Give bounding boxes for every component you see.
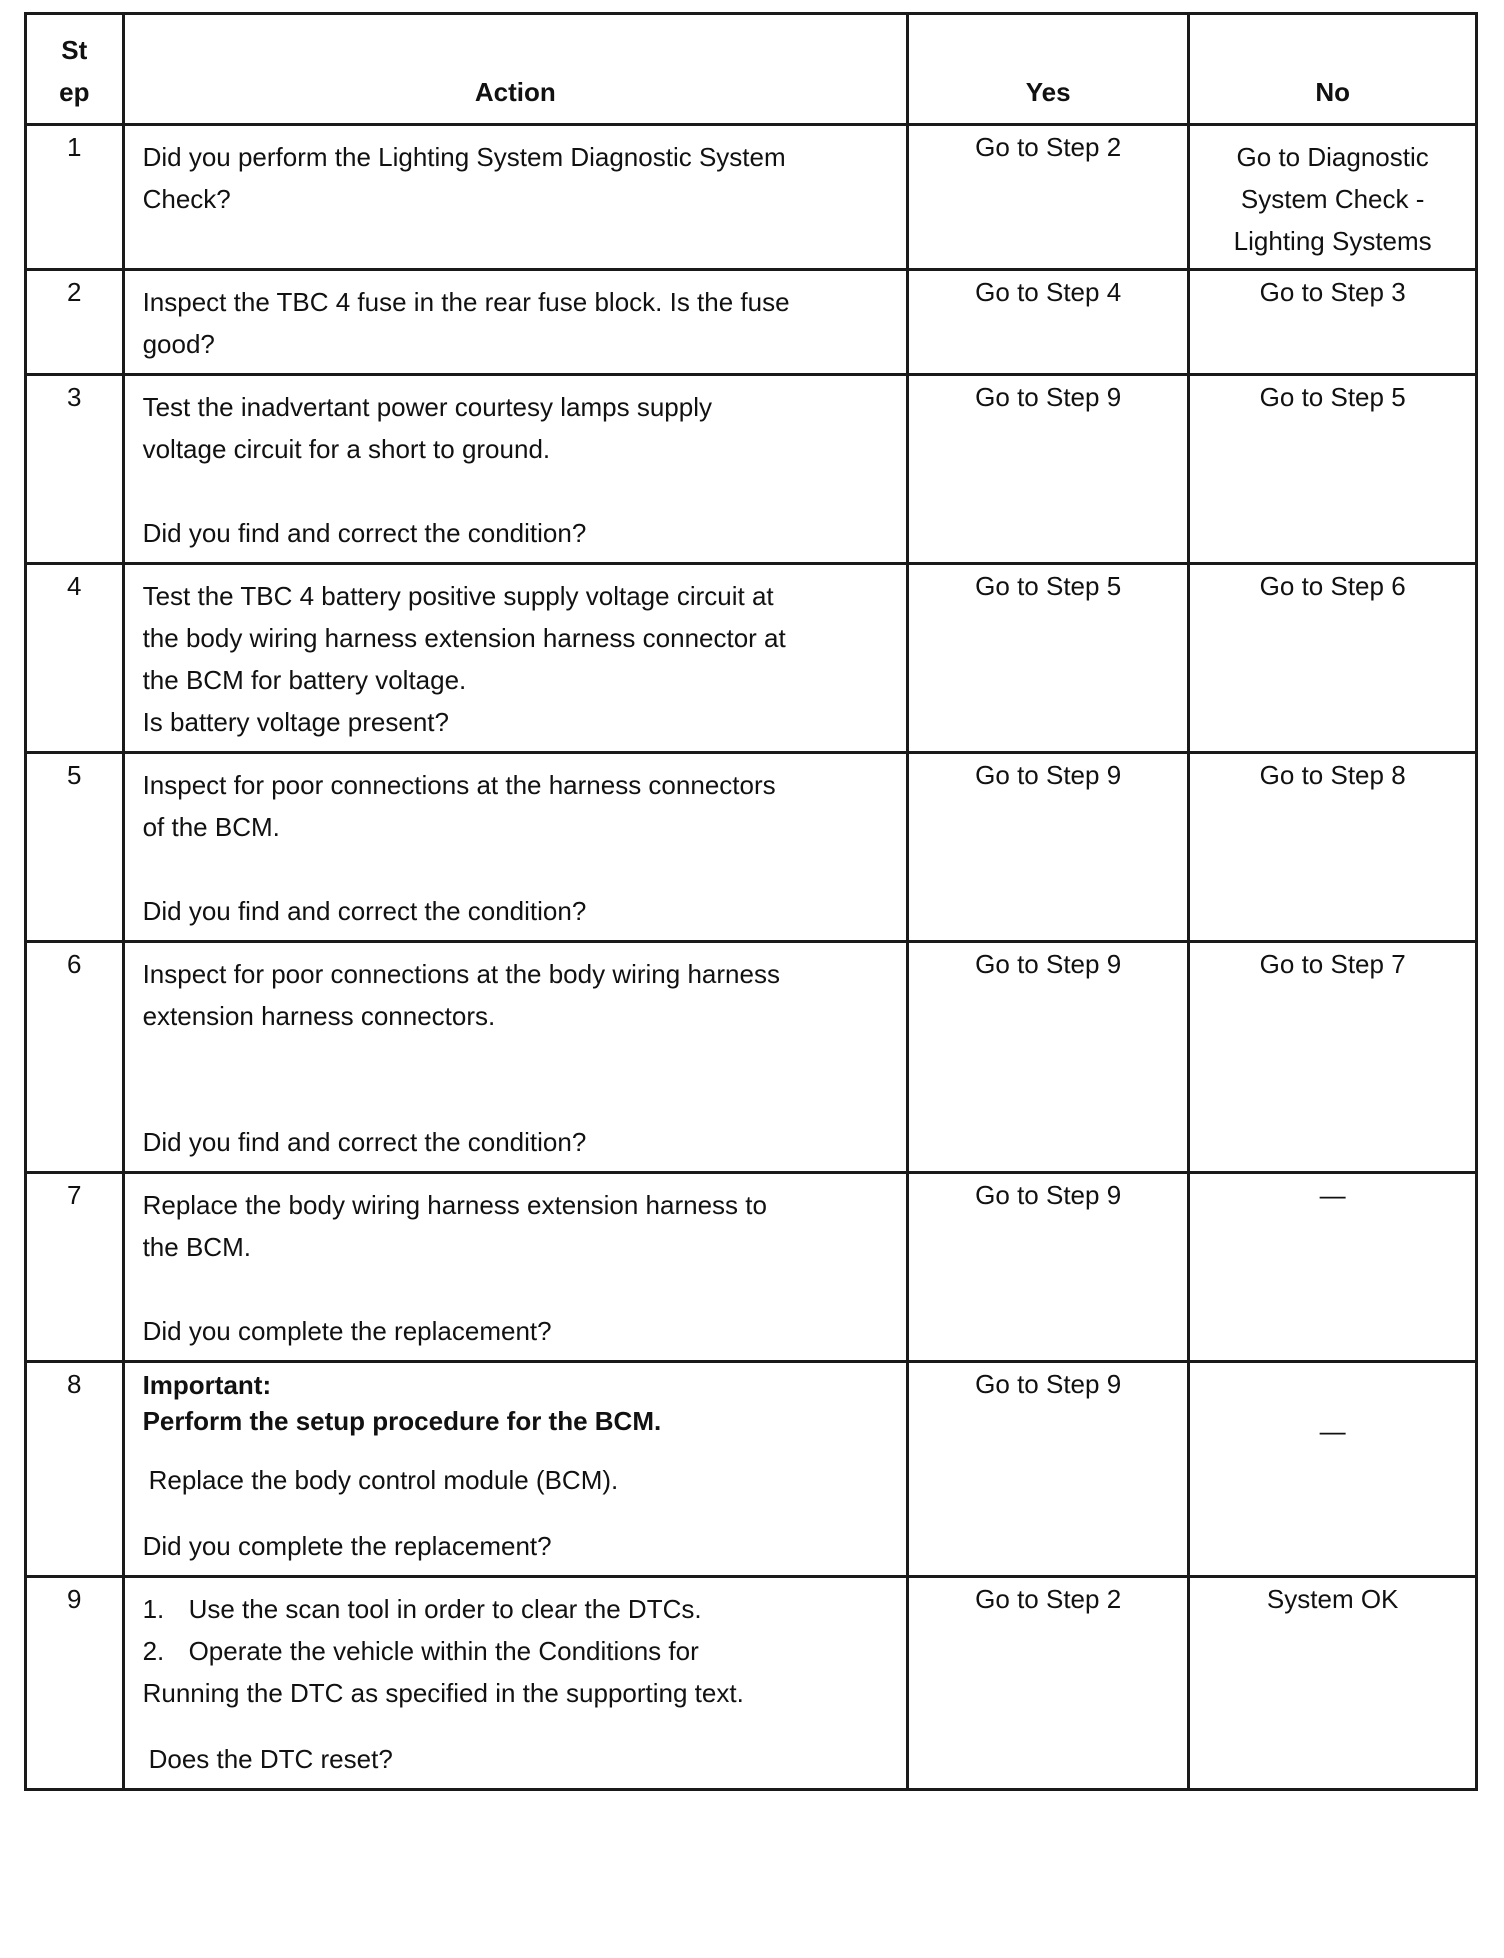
yes-cell: Go to Step 9 [908, 1362, 1189, 1577]
header-yes: Yes [908, 14, 1189, 125]
action-cell [123, 125, 907, 270]
table-row [26, 942, 1477, 1173]
action-line: of the BCM. [142, 812, 280, 842]
no-cell: Go to Step 3 [1189, 270, 1477, 375]
no-cell: — [1189, 1362, 1477, 1577]
action-line: voltage circuit for a short to ground. [142, 434, 551, 464]
no-line: Go to Diagnostic [1236, 142, 1429, 172]
action-question: Did you complete the replacement? [142, 1531, 552, 1561]
action-question: Did you find and correct the condition? [142, 518, 587, 548]
step-number: 4 [26, 564, 124, 753]
no-line: System Check - [1240, 184, 1425, 214]
step-number: 9 [26, 1577, 124, 1790]
action-question: Did you find and correct the condition? [142, 896, 587, 926]
yes-cell: Go to Step 2 [908, 125, 1189, 270]
action-question: Did you complete the replacement? [142, 1316, 552, 1346]
header-no: No [1189, 14, 1477, 125]
list-item [143, 1588, 888, 1630]
table-row [26, 1577, 1477, 1790]
header-row [26, 14, 1477, 125]
action-line: the body wiring harness extension harness connector at [142, 623, 786, 653]
action-line: Inspect for poor connections at the body wiring harness [142, 959, 780, 989]
no-cell: Go to Step 7 [1189, 942, 1477, 1173]
no-cell [1189, 125, 1477, 270]
yes-cell: Go to Step 2 [908, 1577, 1189, 1790]
action-cell [123, 1173, 907, 1362]
action-line: Check? [142, 184, 231, 214]
action-line: Inspect for poor connections at the harness connectors [142, 770, 776, 800]
no-cell: Go to Step 8 [1189, 753, 1477, 942]
action-line: the BCM for battery voltage. [142, 665, 467, 695]
action-cell [123, 375, 907, 564]
action-cell [123, 1577, 907, 1790]
table-row [26, 753, 1477, 942]
yes-cell: Go to Step 9 [908, 375, 1189, 564]
action-line: Running the DTC as specified in the supporting text. [142, 1678, 744, 1708]
diagnostic-table [24, 12, 1478, 1791]
action-line: good? [142, 329, 215, 359]
action-line: Replace the body wiring harness extension harness to [142, 1190, 767, 1220]
action-cell [123, 753, 907, 942]
list-text: Operate the vehicle within the Conditions for [188, 1636, 699, 1666]
action-cell [123, 942, 907, 1173]
no-cell: Go to Step 6 [1189, 564, 1477, 753]
list-item [143, 1630, 888, 1672]
action-cell [123, 1362, 907, 1577]
action-line: Test the TBC 4 battery positive supply voltage circuit at [142, 581, 774, 611]
step-number: 8 [26, 1362, 124, 1577]
action-line: Did you perform the Lighting System Diagnostic System [142, 142, 786, 172]
no-line: Lighting Systems [1233, 226, 1432, 256]
action-line: extension harness connectors. [142, 1001, 496, 1031]
table-row [26, 1173, 1477, 1362]
no-cell: System OK [1189, 1577, 1477, 1790]
table-row [26, 1362, 1477, 1577]
step-number: 7 [26, 1173, 124, 1362]
no-cell: — [1189, 1173, 1477, 1362]
list-number: 1. [142, 1594, 165, 1624]
yes-cell: Go to Step 9 [908, 942, 1189, 1173]
action-line: Test the inadvertant power courtesy lamps supply [142, 392, 712, 422]
yes-cell: Go to Step 9 [908, 753, 1189, 942]
step-number: 5 [26, 753, 124, 942]
list-number: 2. [142, 1636, 165, 1666]
action-question: Does the DTC reset? [148, 1744, 393, 1774]
table-row [26, 270, 1477, 375]
action-question: Did you find and correct the condition? [142, 1127, 587, 1157]
yes-cell: Go to Step 9 [908, 1173, 1189, 1362]
table-row [26, 564, 1477, 753]
step-number: 6 [26, 942, 124, 1173]
action-cell [123, 564, 907, 753]
no-cell: Go to Step 5 [1189, 375, 1477, 564]
step-number: 3 [26, 375, 124, 564]
table-row [26, 125, 1477, 270]
header-action: Action [123, 14, 907, 125]
important-label: Important: [142, 1370, 272, 1400]
action-question: Is battery voltage present? [142, 707, 449, 737]
step-number: 1 [26, 125, 124, 270]
action-cell [123, 270, 907, 375]
important-text: Perform the setup procedure for the BCM. [142, 1406, 662, 1436]
list-text: Use the scan tool in order to clear the DTCs. [188, 1594, 702, 1624]
header-step: St ep [26, 14, 124, 125]
action-line: the BCM. [142, 1232, 251, 1262]
table-row [26, 375, 1477, 564]
yes-cell: Go to Step 4 [908, 270, 1189, 375]
step-number: 2 [26, 270, 124, 375]
yes-cell: Go to Step 5 [908, 564, 1189, 753]
action-line: Inspect the TBC 4 fuse in the rear fuse block. Is the fuse [142, 287, 790, 317]
action-line: Replace the body control module (BCM). [148, 1465, 619, 1495]
